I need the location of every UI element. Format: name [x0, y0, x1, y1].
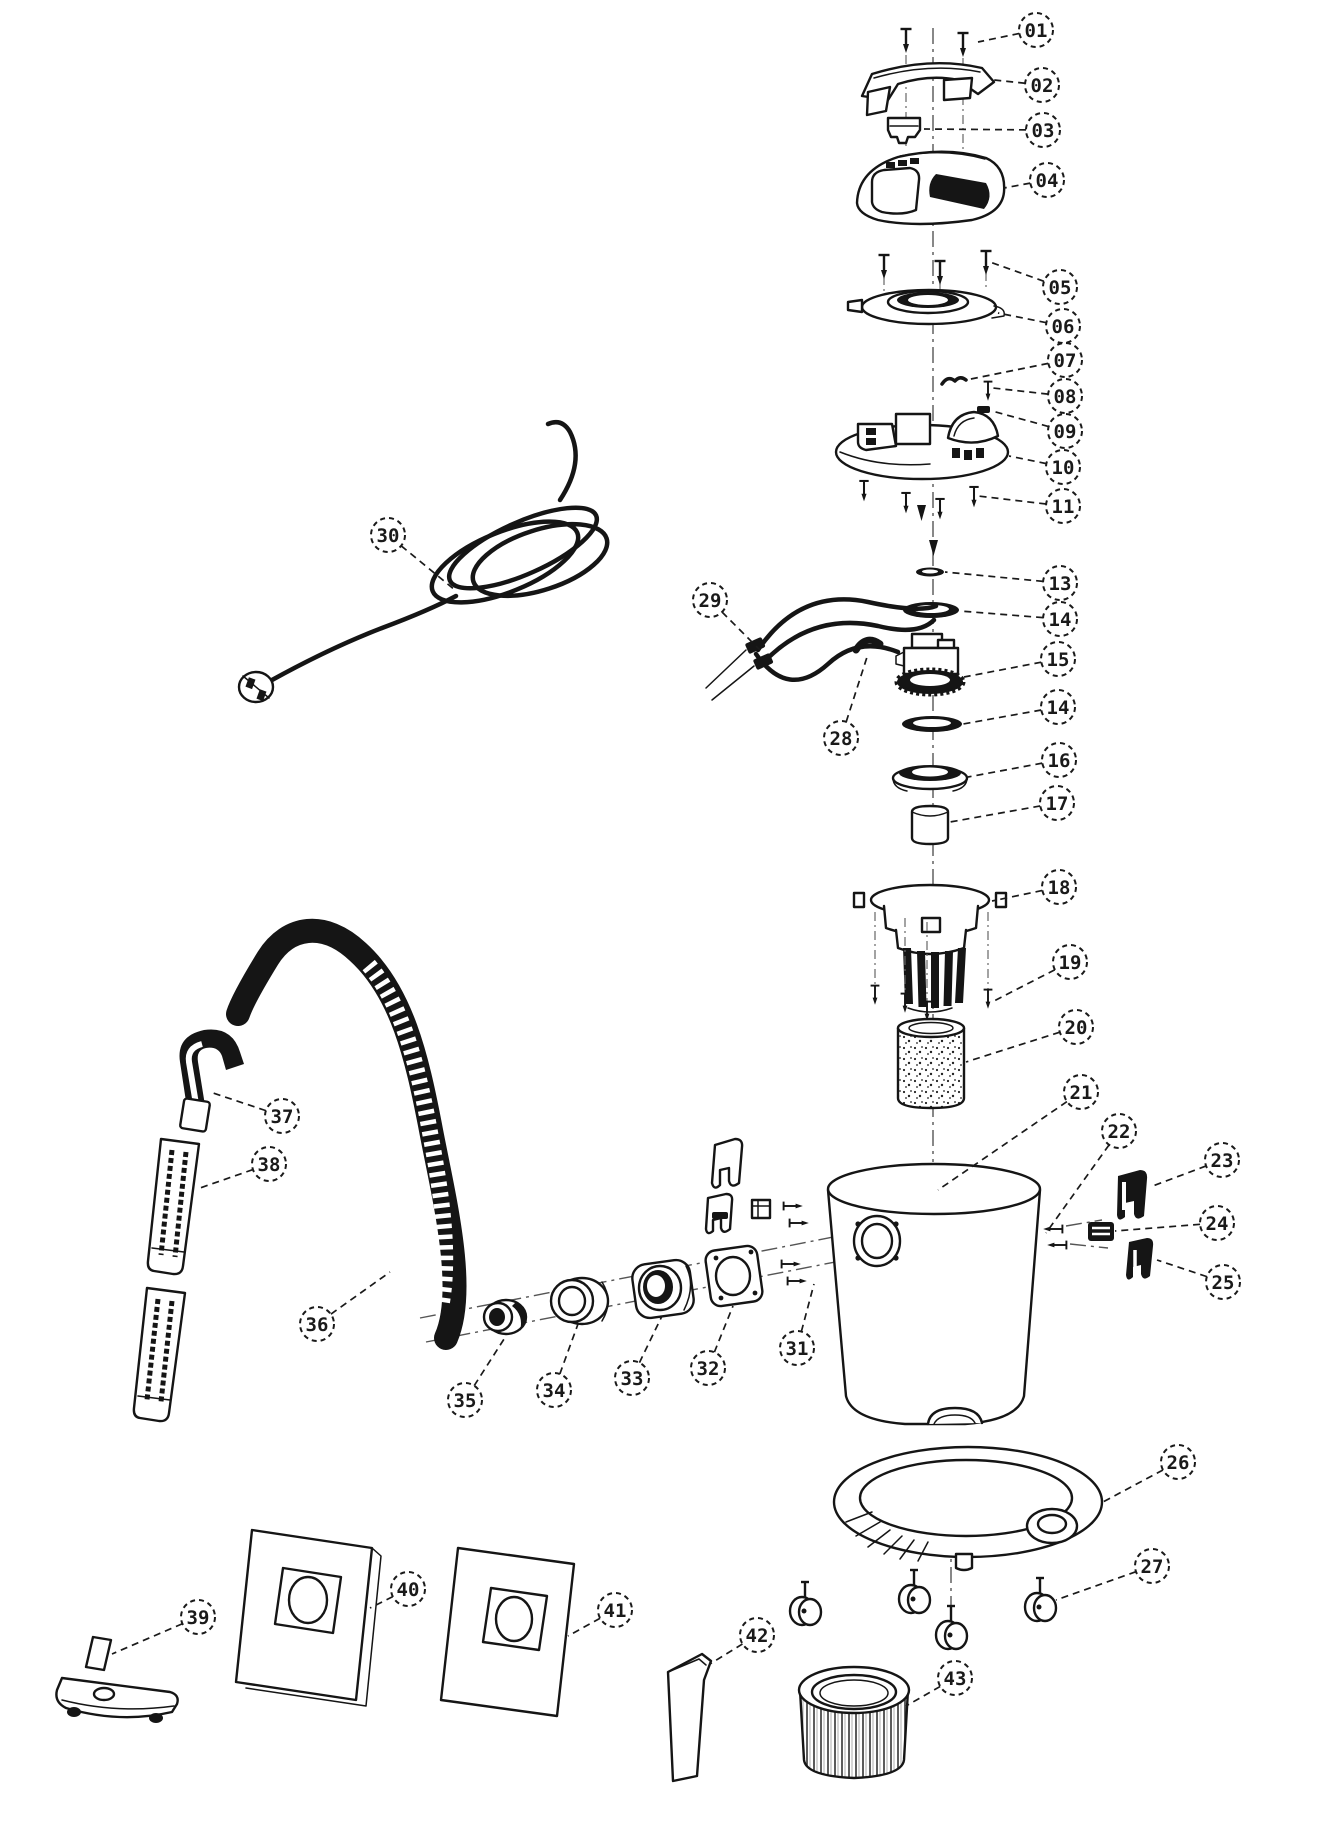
callout-18 [992, 870, 1076, 904]
callout-number: 37 [270, 1106, 294, 1128]
part-clip-left [706, 1194, 732, 1233]
callout-number: 09 [1053, 421, 1077, 443]
callout-leader-line [801, 1284, 814, 1332]
callout-number: 34 [542, 1380, 566, 1402]
callout-number: 22 [1107, 1121, 1131, 1143]
callout-leader-line [924, 129, 1026, 130]
part-11-screws [859, 481, 978, 556]
callout-08 [993, 379, 1082, 413]
part-02-carry-handle [862, 63, 994, 115]
part-04-motor-cover [857, 152, 1004, 224]
callout-number: 14 [1046, 697, 1070, 719]
callout-number: 21 [1069, 1082, 1093, 1104]
callout-number: 28 [829, 728, 853, 750]
part-27-casters [790, 1570, 1056, 1649]
callout-leader-line [992, 411, 1049, 427]
callout-leader-line [568, 1618, 600, 1636]
callout-20 [966, 1010, 1093, 1062]
callout-04 [1004, 163, 1064, 197]
callout-25 [1157, 1260, 1240, 1299]
callout-leader-line [331, 1272, 390, 1314]
callout-number: 08 [1053, 386, 1077, 408]
callout-03 [924, 113, 1060, 147]
callout-number: 04 [1035, 170, 1059, 192]
callout-number: 43 [943, 1668, 967, 1690]
part-33-inlet-fitting [631, 1258, 696, 1320]
part-41-dust-bag [441, 1548, 574, 1716]
callout-leader-line [200, 1170, 253, 1188]
callout-number: 01 [1024, 20, 1048, 42]
callout-leader-line [710, 1644, 743, 1664]
callout-leader-line [945, 572, 1043, 581]
callout-number: 40 [396, 1579, 420, 1601]
callout-number: 19 [1058, 952, 1082, 974]
callout-02 [994, 68, 1059, 102]
part-14-gasket-lower [902, 716, 962, 732]
callout-leader-line [978, 496, 1046, 504]
callout-05 [990, 262, 1077, 304]
callout-leader-line [966, 363, 1048, 380]
callout-leader-line [474, 1336, 506, 1386]
callout-43 [906, 1661, 972, 1706]
callout-14 [960, 602, 1077, 636]
part-32-inlet-flange [704, 1245, 763, 1308]
callout-19 [992, 945, 1087, 1002]
callout-leader-line [846, 654, 868, 722]
callout-leader-line [963, 710, 1041, 724]
callout-number: 26 [1166, 1452, 1190, 1474]
part-07-clip [942, 378, 966, 384]
part-23-latch [1117, 1170, 1147, 1220]
callout-34 [537, 1324, 578, 1407]
callout-number: 41 [603, 1600, 627, 1622]
callout-leader-line [210, 1092, 266, 1111]
callout-leader-line [994, 80, 1025, 83]
callout-leader-line [950, 806, 1040, 822]
callout-36 [300, 1272, 390, 1341]
callout-number: 42 [745, 1625, 769, 1647]
callout-number: 31 [785, 1338, 809, 1360]
callout-24 [1115, 1206, 1234, 1240]
part-06-motor-mount-plate [848, 290, 1004, 324]
part-24-connector [1088, 1222, 1114, 1241]
callout-number: 36 [305, 1314, 329, 1336]
callout-leader-line [968, 763, 1042, 777]
callout-32 [691, 1306, 733, 1385]
part-35-hose-connector [484, 1300, 526, 1334]
callout-23 [1150, 1143, 1239, 1187]
callout-number: 25 [1211, 1272, 1235, 1294]
callout-leader-line [966, 1032, 1060, 1062]
callout-01 [978, 13, 1053, 47]
callout-leader-line [993, 388, 1048, 394]
part-38-wand-tubes [134, 1139, 199, 1421]
callout-leader-line [370, 1597, 393, 1608]
callout-26 [1101, 1445, 1195, 1503]
part-40-dust-bag [236, 1530, 381, 1706]
callout-11 [978, 489, 1080, 523]
callout-leader-line [639, 1316, 662, 1363]
callout-leader-line [560, 1324, 578, 1374]
callout-30 [371, 518, 455, 590]
callout-13 [945, 566, 1077, 600]
callout-number: 18 [1047, 877, 1071, 899]
callout-number: 15 [1046, 649, 1070, 671]
callout-leader-line [978, 33, 1019, 42]
callout-06 [998, 309, 1080, 343]
part-26-base-dolly [834, 1447, 1102, 1570]
callout-09 [992, 411, 1082, 448]
callout-leader-line [1004, 183, 1030, 188]
callout-42 [710, 1618, 774, 1664]
callout-leader-line [998, 313, 1046, 323]
callout-leader-line [1056, 1572, 1136, 1600]
callout-number: 06 [1051, 316, 1075, 338]
callout-14 [963, 690, 1075, 724]
callout-31 [780, 1284, 814, 1365]
callout-number: 07 [1053, 350, 1077, 372]
callout-leader-line [1009, 456, 1046, 464]
callout-leader-line [714, 1306, 733, 1352]
callout-27 [1056, 1549, 1169, 1600]
part-31-screws [782, 1202, 809, 1286]
callout-41 [568, 1593, 632, 1636]
part-connector-left [752, 1200, 770, 1218]
callout-33 [615, 1316, 662, 1395]
callout-number: 29 [698, 590, 722, 612]
part-16-diffuser-plate [893, 765, 967, 791]
part-08-screw [984, 382, 993, 401]
part-43-cartridge-filter [799, 1667, 909, 1778]
callout-layer [112, 13, 1240, 1706]
part-03-switch-knob [888, 118, 920, 143]
part-34-adapter-ring [551, 1278, 608, 1324]
callout-number: 14 [1048, 609, 1072, 631]
callout-leader-line [1157, 1260, 1207, 1277]
part-37-handle-elbow [180, 1029, 245, 1131]
callout-number: 24 [1205, 1213, 1229, 1235]
part-18-fan-housing [854, 885, 1006, 1012]
part-20-foam-filter [898, 1019, 964, 1108]
callout-39 [112, 1600, 215, 1654]
callout-number: 23 [1210, 1150, 1234, 1172]
callout-leader-line [1101, 1470, 1163, 1503]
part-42-crevice-tool [668, 1654, 711, 1781]
callout-number: 05 [1048, 277, 1072, 299]
callout-number: 33 [620, 1368, 644, 1390]
callout-leader-line [1150, 1166, 1206, 1187]
callout-29 [693, 583, 760, 650]
callout-number: 20 [1064, 1017, 1088, 1039]
callout-leader-line [992, 970, 1055, 1002]
callout-leader-line [1115, 1224, 1200, 1231]
callout-number: 32 [696, 1358, 720, 1380]
callout-16 [968, 743, 1076, 777]
part-10-head-base-plate [836, 412, 1008, 479]
callout-37 [210, 1092, 299, 1133]
callout-number: 13 [1048, 573, 1072, 595]
callout-number: 11 [1051, 496, 1075, 518]
part-latch-left [712, 1139, 742, 1188]
callout-number: 10 [1051, 457, 1075, 479]
callout-number: 39 [186, 1607, 210, 1629]
callout-07 [966, 343, 1082, 380]
callout-number: 35 [453, 1390, 477, 1412]
callout-number: 03 [1031, 120, 1055, 142]
callout-number: 27 [1140, 1556, 1164, 1578]
part-39-floor-brush [56, 1637, 177, 1723]
callout-17 [950, 786, 1074, 822]
callout-28 [824, 654, 868, 755]
callout-leader-line [112, 1624, 182, 1654]
part-17-foam-sleeve [912, 806, 948, 844]
callout-number: 30 [376, 525, 400, 547]
part-25-clip [1126, 1238, 1153, 1280]
callout-number: 16 [1047, 750, 1071, 772]
part-21-tank [828, 1164, 1040, 1424]
callout-leader-line [906, 1686, 940, 1706]
callout-leader-line [964, 662, 1041, 677]
callout-leader-line [990, 262, 1044, 281]
callout-number: 02 [1030, 75, 1054, 97]
part-13-seal-ring [916, 568, 944, 577]
callout-number: 38 [257, 1154, 281, 1176]
callout-leader-line [960, 611, 1043, 618]
callout-leader-line [401, 546, 455, 590]
callout-38 [200, 1147, 286, 1188]
part-30-power-cord [239, 422, 616, 702]
part-36-hose [238, 931, 455, 1338]
callout-15 [964, 642, 1075, 677]
callout-10 [1009, 450, 1080, 484]
part-15-motor [896, 634, 963, 694]
callout-35 [448, 1336, 506, 1417]
callout-number: 17 [1045, 793, 1069, 815]
